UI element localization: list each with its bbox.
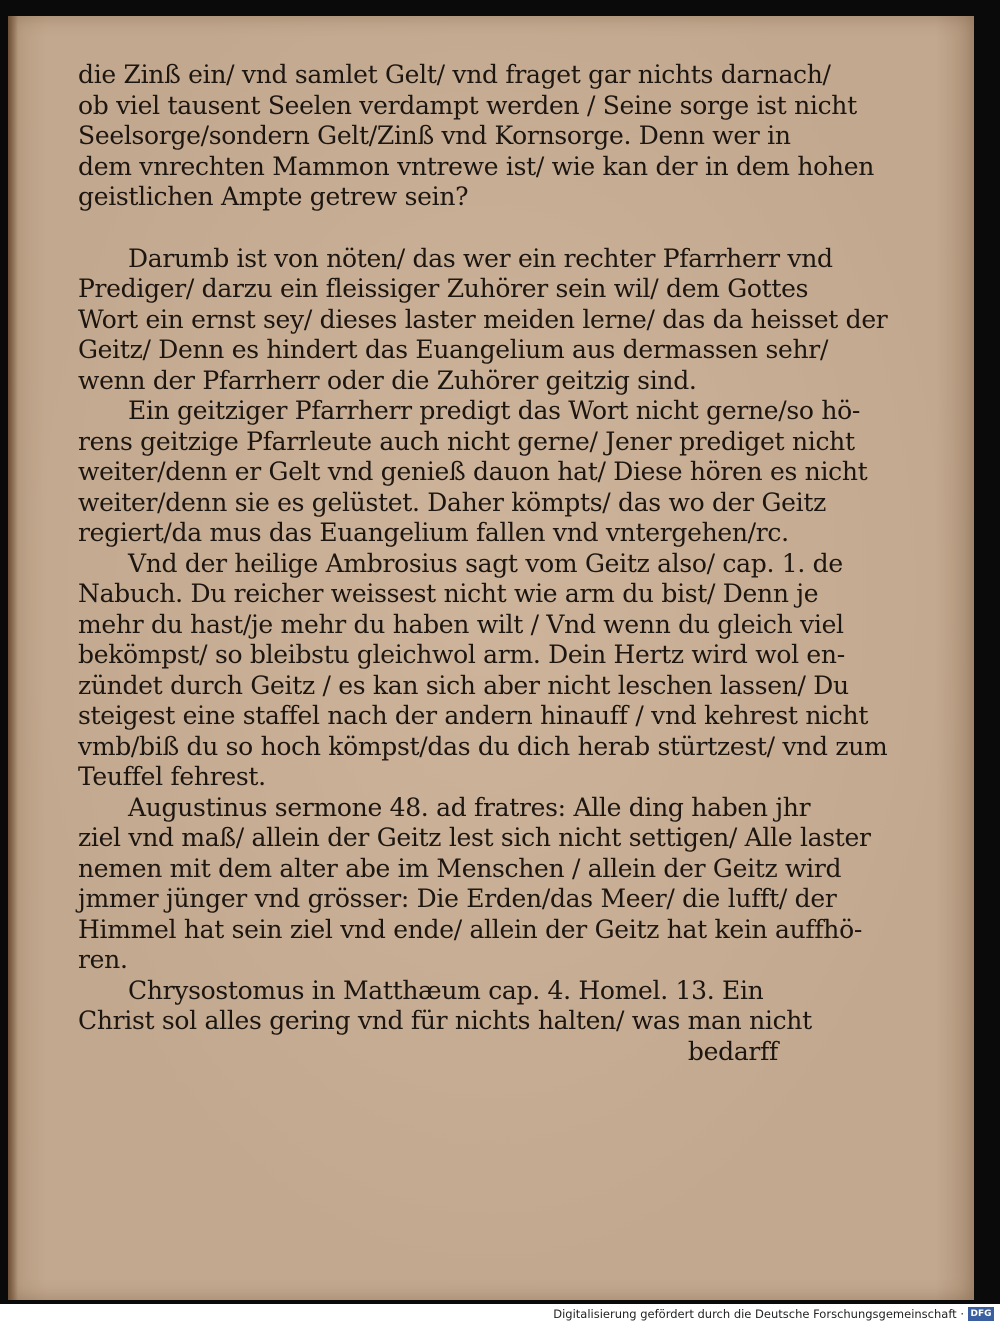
text-line: Darumb ist von nöten/ das wer ein rechter Pfarrherr vnd	[128, 243, 833, 273]
text-line: bekömpst/ so bleibstu gleichwol arm. Dein Hertz wird wol en-	[78, 640, 845, 669]
text-line: Augustinus sermone 48. ad fratres: Alle ding haben jhr	[128, 792, 811, 822]
text-line: Nabuch. Du reicher weissest nicht wie arm du bist/ Denn je	[78, 579, 819, 608]
funding-credit: Digitalisierung gefördert durch die Deutsche Forschungsgemeinschaft ·	[553, 1307, 964, 1321]
text-line: Christ sol alles gering vnd für nichts halten/ was man nicht	[78, 1006, 812, 1035]
text-line: weiter/denn sie es gelüstet. Daher kömpts/ das wo der Geitz	[78, 487, 826, 517]
text-line: Seelsorge/sondern Gelt/Zinß vnd Kornsorge. Denn wer in	[78, 121, 791, 150]
text-line: Himmel hat sein ziel vnd ende/ allein der Geitz hat kein auffhö-	[78, 914, 863, 944]
text-line: rens geitzige Pfarrleute auch nicht gerne/ Jener prediget nicht	[78, 426, 855, 456]
text-line: jmmer jünger vnd grösser: Die Erden/das Meer/ die lufft/ der	[78, 884, 837, 913]
footer-bar	[0, 1304, 1000, 1325]
text-line: Teuffel fehrest.	[78, 762, 266, 791]
text-line: geistlichen Ampte getrew sein?	[78, 182, 469, 211]
text-line: ziel vnd maß/ allein der Geitz lest sich nicht settigen/ Alle laster	[78, 823, 871, 852]
text-line: steigest eine staffel nach der andern hinauff / vnd kehrest nicht	[78, 701, 869, 730]
text-line: nemen mit dem alter abe im Menschen / allein der Geitz wird	[78, 853, 842, 883]
text-line: dem vnrechten Mammon vntrewe ist/ wie kan der in dem hohen	[78, 151, 875, 181]
text-line: ren.	[78, 945, 128, 974]
text-line: vmb/biß du so hoch kömpst/das du dich herab stürtzest/ vnd zum	[78, 731, 888, 761]
text-line: Geitz/ Denn es hindert das Euangelium aus dermassen sehr/	[78, 335, 829, 364]
dfg-logo: DFG	[968, 1307, 994, 1321]
text-line: regiert/da mus das Euangelium fallen vnd vntergehen/rc.	[78, 518, 789, 547]
text-line: Vnd der heilige Ambrosius sagt vom Geitz also/ cap. 1. de	[128, 548, 843, 578]
page-text-block	[78, 60, 888, 1067]
paragraph-gap	[78, 213, 778, 244]
page-binding-edge	[8, 16, 18, 1300]
text-line: bedarff	[687, 1036, 778, 1066]
text-line: Chrysostomus in Matthæum cap. 4. Homel. 13. Ein	[128, 975, 764, 1005]
text-line: die Zinß ein/ vnd samlet Gelt/ vnd fraget gar nichts darnach/	[78, 60, 831, 89]
text-line: weiter/denn er Gelt vnd genieß dauon hat/ Diese hören es nicht	[78, 457, 868, 486]
text-line: Prediger/ darzu ein fleissiger Zuhörer sein wil/ dem Gottes	[78, 274, 809, 303]
text-line: ob viel tausent Seelen verdampt werden / Seine sorge ist nicht	[78, 90, 857, 120]
text-line: Ein geitziger Pfarrherr predigt das Wort nicht gerne/so hö-	[128, 396, 861, 425]
text-line: mehr du hast/je mehr du haben wilt / Vnd wenn du gleich viel	[78, 609, 844, 639]
text-line: Wort ein ernst sey/ dieses laster meiden lerne/ das da heisset der	[78, 304, 888, 334]
text-line: zündet durch Geitz / es kan sich aber nicht leschen lassen/ Du	[78, 670, 849, 700]
text-line: wenn der Pfarrherr oder die Zuhörer geitzig sind.	[78, 365, 697, 395]
book-page	[8, 16, 974, 1300]
